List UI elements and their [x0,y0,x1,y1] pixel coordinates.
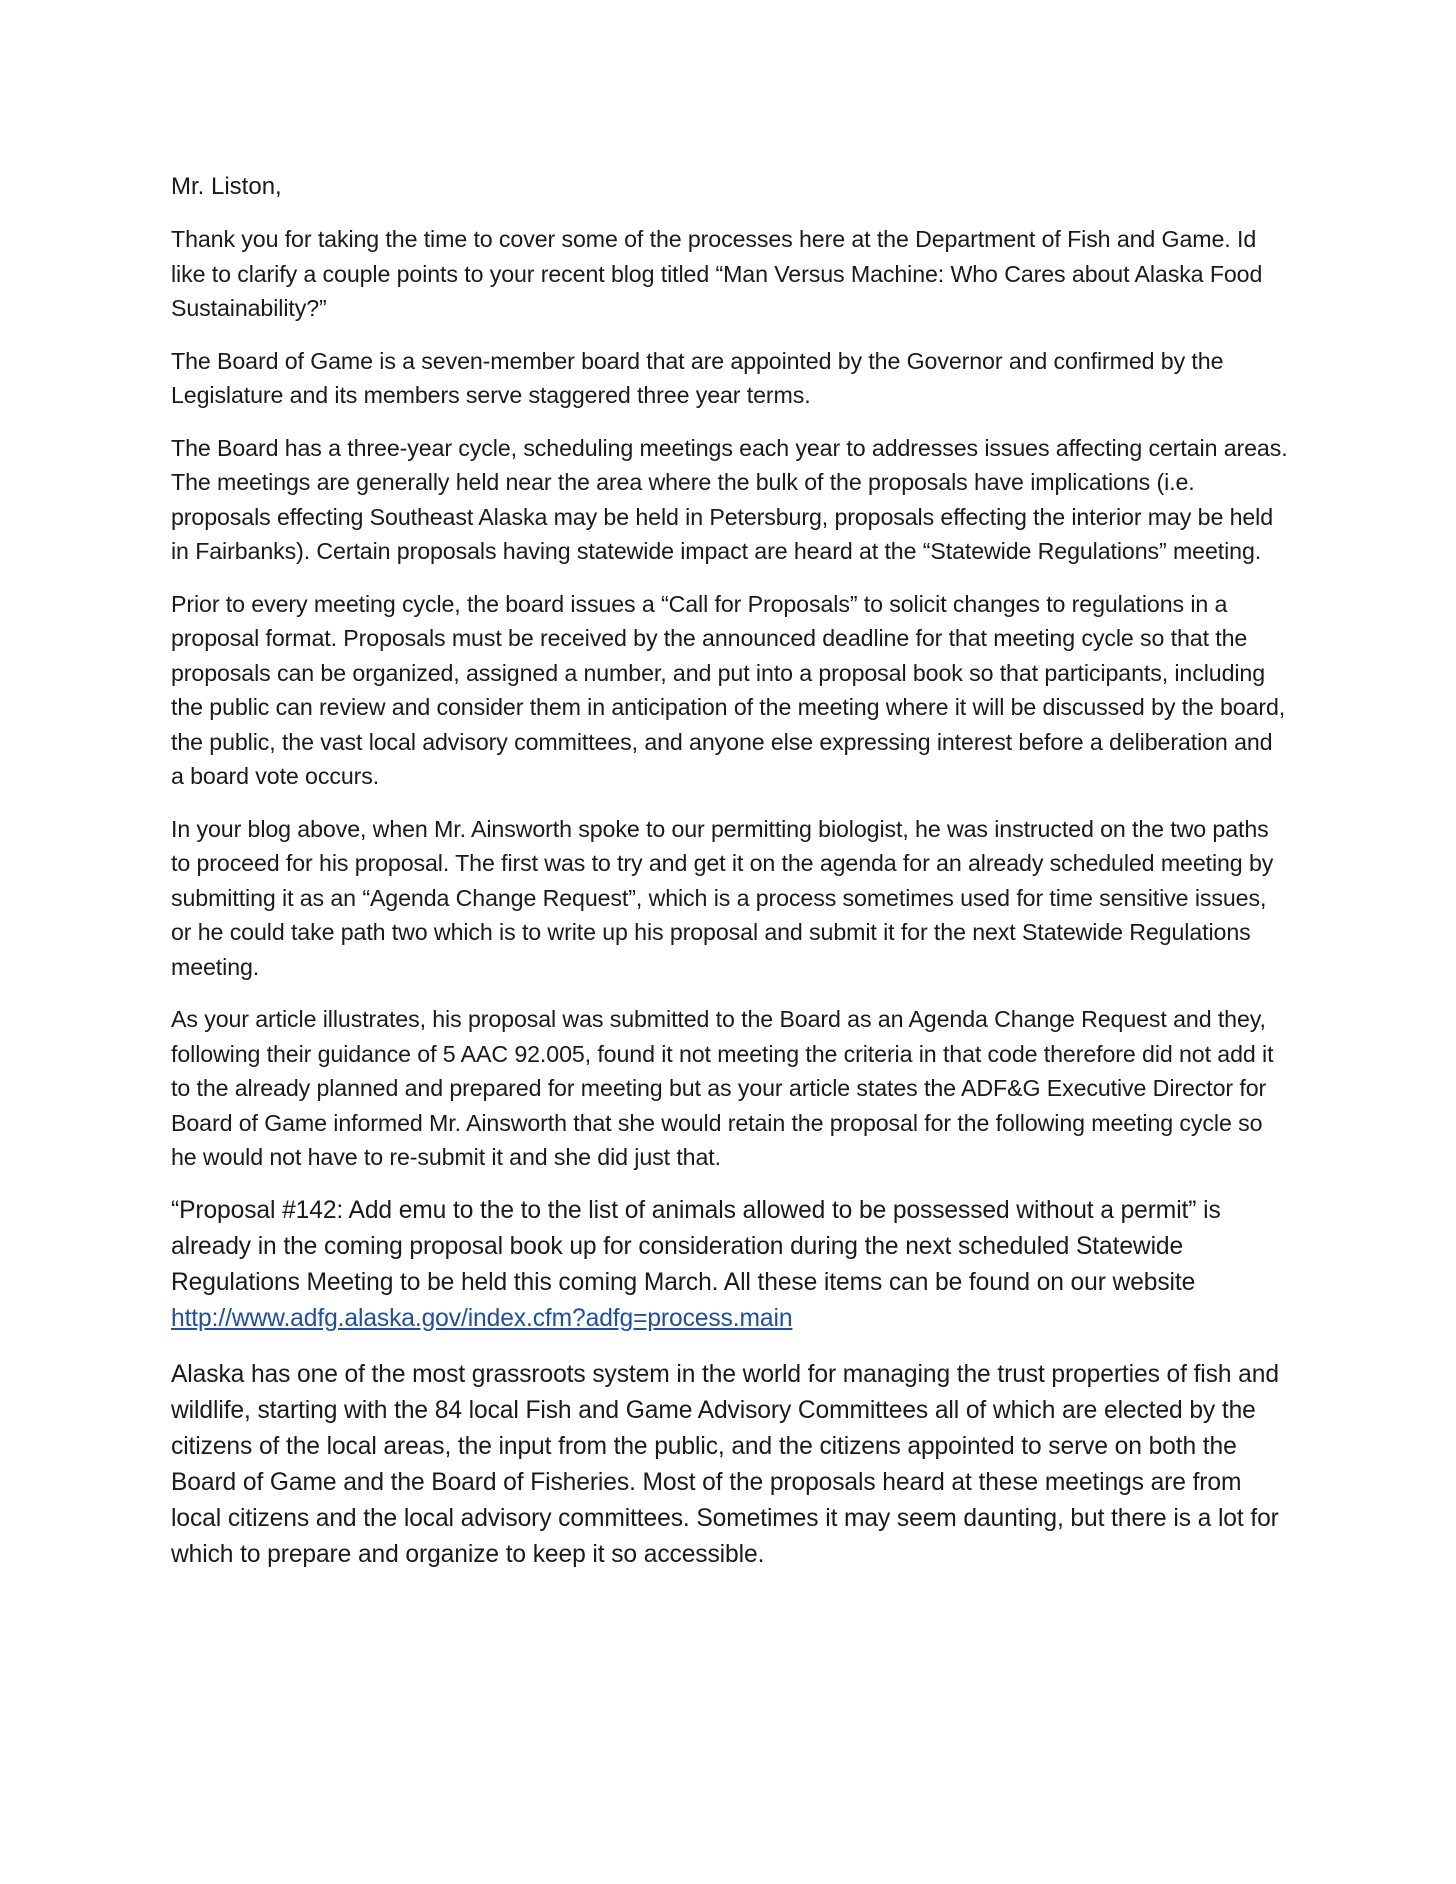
paragraph-board-composition: The Board of Game is a seven-member board that are appointed by the Governor and confirmed by the Legislature and its members serve staggered three year terms. [171,347,1224,408]
letter-body [171,170,1291,1593]
paragraph-proposal-142 [171,1193,1291,1337]
paragraph-intro: Thank you for taking the time to cover some of the processes here at the Department of Fish and Game. Id like to clarify a couple points to your recent blog titled “Man Versus Machine: Who Cares about Alaska Food Sustainability?” [171,226,1263,321]
paragraph-call-for-proposals: Prior to every meeting cycle, the board issues a “Call for Proposals” to solicit changes to regulations in a proposal format. Proposals must be received by the announced deadline for that meeting cycle so that the proposals can be organized, assigned a number, and put into a proposal book so that participants, including the public can review and consider them in anticipation of the meeting where it will be discussed by the board, the public, the vast local advisory committees, and anyone else expressing interest before a deliberation and a board vote occurs. [171,590,1286,789]
proposal-142-text: “Proposal #142: Add emu to the to the list of animals allowed to be possessed without a permit” is already in the coming proposal book up for consideration during the next scheduled Statewide Regulations Meeting to be held this coming March. All these items can be found on our website [171,1196,1221,1296]
website-link[interactable]: http://www.adfg.alaska.gov/index.cfm?adfg=process.main [171,1304,793,1332]
paragraph-board-cycle: The Board has a three-year cycle, scheduling meetings each year to addresses issues affecting certain areas. The meetings are generally held near the area where the bulk of the proposals have implications (i.e. proposals effecting Southeast Alaska may be held in Petersburg, proposals effecting the interior may be held in Fairbanks). Certain proposals having statewide impact are heard at the “Statewide Regulations” meeting. [171,434,1288,564]
paragraph-agenda-change-request: As your article illustrates, his proposal was submitted to the Board as an Agenda Change Request and they, following their guidance of 5 AAC 92.005, found it not meeting the criteria in that code therefore did not add it to the already planned and prepared for meeting but as your article states the ADF&G Executive Director for Board of Game informed Mr. Ainsworth that she would retain the proposal for the following meeting cycle so he would not have to re-submit it and she did just that. [171,1006,1274,1170]
salutation: Mr. Liston, [171,173,282,200]
paragraph-grassroots-system: Alaska has one of the most grassroots system in the world for managing the trust properties of fish and wildlife, starting with the 84 local Fish and Game Advisory Committees all of which are elected by the citizens of the local areas, the input from the public, and the citizens appointed to serve on both the Board of Game and the Board of Fisheries. Most of the proposals heard at these meetings are from local citizens and the local advisory committees. Sometimes it may seem daunting, but there is a lot for which to prepare and organize to keep it so accessible. [171,1360,1279,1568]
paragraph-two-paths: In your blog above, when Mr. Ainsworth spoke to our permitting biologist, he was instructed on the two paths to proceed for his proposal. The first was to try and get it on the agenda for an already scheduled meeting by submitting it as an “Agenda Change Request”, which is a process sometimes used for time sensitive issues, or he could take path two which is to write up his proposal and submit it for the next Statewide Regulations meeting. [171,815,1274,980]
